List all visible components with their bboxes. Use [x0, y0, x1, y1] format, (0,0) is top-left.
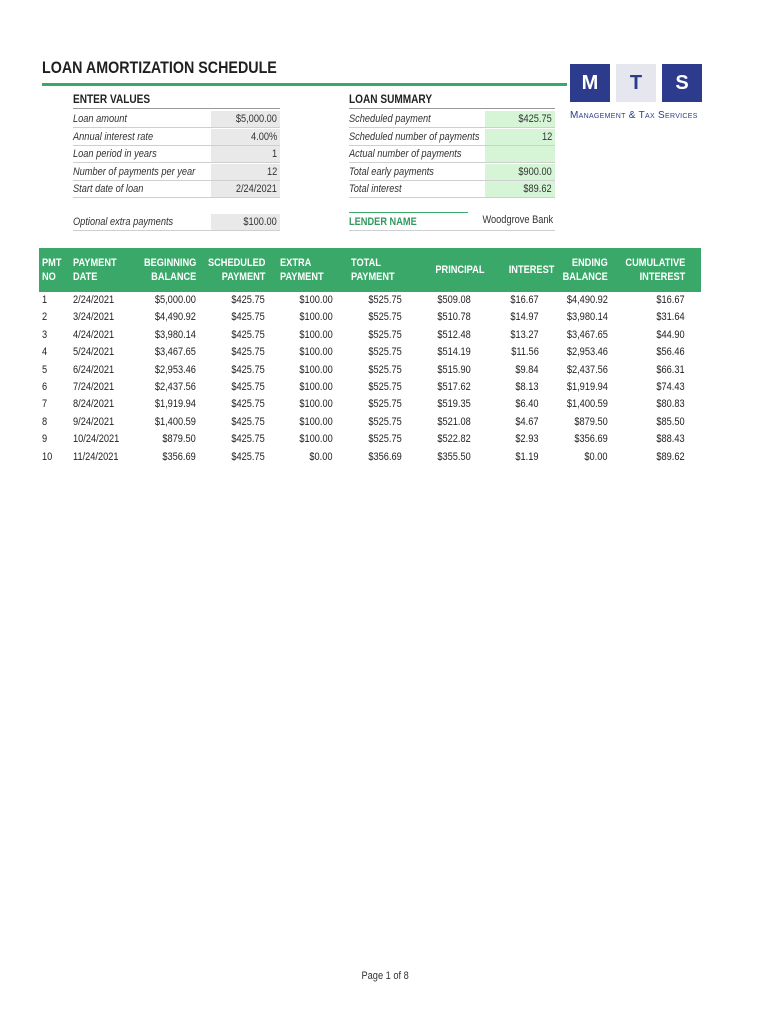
loan-summary-row	[349, 111, 555, 128]
loan-summary-row	[349, 129, 555, 146]
table-row	[39, 292, 701, 309]
scheduled-payment-cell: $425.75	[231, 346, 265, 359]
extra-payment-cell: $100.00	[299, 328, 333, 341]
interest-cell: $14.97	[510, 311, 539, 324]
field-value-input[interactable]: $5,000.00	[211, 111, 280, 128]
total-payment-cell: $525.75	[368, 433, 402, 446]
ending-balance-cell: $3,980.14	[566, 311, 608, 324]
pmt-no-cell: 4	[42, 346, 48, 359]
ending-balance-cell: $0.00	[584, 450, 608, 463]
enter-values-rule	[73, 108, 280, 109]
pmt-no-cell: 1	[42, 294, 48, 306]
pmt-no-cell: 2	[42, 311, 48, 324]
logo-letter-m: M	[570, 64, 610, 102]
ending-balance-cell: $356.69	[574, 433, 608, 446]
interest-cell: $16.67	[510, 294, 539, 306]
payment-date-cell: 5/24/2021	[73, 346, 115, 359]
field-label: Start date of loan	[73, 183, 144, 195]
pmt-no-cell: 5	[42, 363, 48, 376]
cumulative-interest-cell: $89.62	[656, 450, 685, 463]
ending-balance-cell: $1,400.59	[566, 398, 608, 411]
summary-value: $89.62	[485, 181, 555, 198]
principal-cell: $521.08	[437, 415, 471, 428]
scheduled-payment-cell: $425.75	[231, 294, 265, 306]
table-row	[39, 431, 701, 448]
scheduled-payment-cell: $425.75	[231, 363, 265, 376]
header-extra-payment: EXTRA PAYMENT	[280, 257, 324, 283]
scheduled-payment-cell: $425.75	[231, 398, 265, 411]
total-payment-cell: $525.75	[368, 328, 402, 341]
beginning-balance-cell: $2,437.56	[154, 381, 196, 393]
enter-values-row	[73, 164, 280, 181]
pmt-no-cell: 10	[42, 450, 53, 463]
interest-cell: $8.13	[515, 381, 539, 393]
principal-cell: $355.50	[437, 450, 471, 463]
cumulative-interest-cell: $88.43	[656, 433, 685, 446]
lender-name-label: LENDER NAME	[349, 216, 417, 228]
ending-balance-cell: $879.50	[574, 415, 608, 428]
beginning-balance-cell: $356.69	[162, 450, 196, 463]
summary-value: 12	[485, 129, 555, 146]
header-cumulative-interest: CUMULATIVE INTEREST	[625, 257, 685, 283]
enter-values-row	[73, 111, 280, 128]
header-interest: INTEREST	[508, 264, 554, 276]
schedule-table-header	[39, 248, 701, 292]
beginning-balance-cell: $2,953.46	[154, 363, 196, 376]
enter-values-heading: ENTER VALUES	[73, 92, 151, 106]
summary-label: Scheduled number of payments	[349, 130, 480, 143]
company-logo	[570, 64, 702, 102]
row-divider	[349, 230, 555, 231]
beginning-balance-cell: $3,980.14	[154, 328, 196, 341]
row-divider	[349, 197, 555, 198]
principal-cell: $510.78	[437, 311, 471, 324]
principal-cell: $514.19	[437, 346, 471, 359]
field-value-input[interactable]: 12	[211, 164, 280, 181]
table-row	[39, 362, 701, 379]
lender-rule	[349, 212, 468, 213]
total-payment-cell: $525.75	[368, 381, 402, 393]
principal-cell: $522.82	[437, 433, 471, 446]
table-row	[39, 449, 701, 466]
header-beginning-balance: BEGINNING BALANCE	[143, 257, 196, 283]
beginning-balance-cell: $4,490.92	[154, 311, 196, 324]
scheduled-payment-cell: $425.75	[231, 433, 265, 446]
table-row	[39, 414, 701, 431]
payment-date-cell: 6/24/2021	[73, 363, 115, 376]
optional-extra-payments-label: Optional extra payments	[73, 216, 174, 228]
beginning-balance-cell: $1,400.59	[154, 415, 196, 428]
ending-balance-cell: $2,953.46	[566, 346, 608, 359]
cumulative-interest-cell: $31.64	[656, 311, 685, 324]
beginning-balance-cell: $1,919.94	[154, 398, 196, 411]
extra-payment-cell: $100.00	[299, 311, 333, 324]
principal-cell: $515.90	[437, 363, 471, 376]
total-payment-cell: $356.69	[368, 450, 402, 463]
pmt-no-cell: 8	[42, 415, 48, 428]
payment-date-cell: 2/24/2021	[73, 294, 115, 306]
extra-payment-cell: $100.00	[299, 363, 333, 376]
row-divider	[73, 230, 280, 231]
table-row	[39, 327, 701, 344]
beginning-balance-cell: $3,467.65	[154, 346, 196, 359]
header-ending-balance: ENDING BALANCE	[562, 257, 608, 283]
total-payment-cell: $525.75	[368, 311, 402, 324]
header-total-payment: TOTAL PAYMENT	[351, 257, 395, 283]
field-label: Number of payments per year	[73, 165, 196, 178]
payment-date-cell: 3/24/2021	[73, 311, 115, 324]
field-value-input[interactable]: 4.00%	[211, 129, 280, 146]
interest-cell: $2.93	[515, 433, 539, 446]
extra-payment-cell: $100.00	[299, 381, 333, 393]
summary-label: Total interest	[349, 183, 402, 195]
logo-letter-s: S	[662, 64, 702, 102]
row-divider	[73, 197, 280, 198]
extra-payment-cell: $0.00	[309, 450, 333, 463]
cumulative-interest-cell: $56.46	[656, 346, 685, 359]
ending-balance-cell: $2,437.56	[566, 363, 608, 376]
header-payment-date: PAYMENT DATE	[73, 257, 117, 283]
total-payment-cell: $525.75	[368, 346, 402, 359]
extra-payment-cell: $100.00	[299, 433, 333, 446]
ending-balance-cell: $1,919.94	[566, 381, 608, 393]
total-payment-cell: $525.75	[368, 294, 402, 306]
field-label: Loan amount	[73, 113, 127, 125]
pmt-no-cell: 9	[42, 433, 48, 446]
principal-cell: $519.35	[437, 398, 471, 411]
summary-label: Total early payments	[349, 165, 434, 178]
payment-date-cell: 8/24/2021	[73, 398, 115, 411]
interest-cell: $6.40	[515, 398, 539, 411]
scheduled-payment-cell: $425.75	[231, 311, 265, 324]
interest-cell: $9.84	[515, 363, 539, 376]
scheduled-payment-cell: $425.75	[231, 328, 265, 341]
scheduled-payment-cell: $425.75	[231, 450, 265, 463]
summary-value: $425.75	[485, 111, 555, 128]
enter-values-row	[73, 146, 280, 163]
cumulative-interest-cell: $80.83	[656, 398, 685, 411]
principal-cell: $517.62	[437, 381, 471, 393]
field-value-input[interactable]: 1	[211, 146, 280, 163]
cumulative-interest-cell: $85.50	[656, 415, 685, 428]
principal-cell: $512.48	[437, 328, 471, 341]
beginning-balance-cell: $879.50	[162, 433, 196, 446]
total-payment-cell: $525.75	[368, 363, 402, 376]
loan-summary-row	[349, 146, 555, 163]
interest-cell: $4.67	[515, 415, 539, 428]
ending-balance-cell: $4,490.92	[566, 294, 608, 306]
field-value-input[interactable]: 2/24/2021	[211, 181, 280, 198]
interest-cell: $13.27	[510, 328, 539, 341]
loan-summary-row	[349, 164, 555, 181]
table-row	[39, 379, 701, 396]
logo-letter-t: T	[616, 64, 656, 102]
summary-label: Scheduled payment	[349, 113, 431, 125]
page-title: LOAN AMORTIZATION SCHEDULE	[42, 58, 277, 77]
title-rule	[42, 83, 567, 86]
pmt-no-cell: 3	[42, 328, 48, 341]
summary-value	[485, 146, 555, 163]
scheduled-payment-cell: $425.75	[231, 415, 265, 428]
field-label: Annual interest rate	[73, 130, 154, 143]
header-scheduled-payment: SCHEDULED PAYMENT	[207, 257, 265, 283]
header-pmt-no: PMT NO	[42, 257, 62, 283]
summary-label: Actual number of payments	[349, 148, 462, 160]
interest-cell: $1.19	[515, 450, 539, 463]
optional-extra-payments-row	[73, 214, 280, 231]
optional-extra-payments-value[interactable]: $100.00	[211, 214, 280, 231]
interest-cell: $11.56	[511, 346, 539, 359]
payment-date-cell: 4/24/2021	[73, 328, 115, 341]
cumulative-interest-cell: $74.43	[656, 381, 685, 393]
payment-date-cell: 7/24/2021	[73, 381, 115, 393]
ending-balance-cell: $3,467.65	[566, 328, 608, 341]
extra-payment-cell: $100.00	[299, 294, 333, 306]
table-row	[39, 396, 701, 413]
extra-payment-cell: $100.00	[299, 415, 333, 428]
payment-date-cell: 11/24/2021	[73, 450, 119, 463]
total-payment-cell: $525.75	[368, 398, 402, 411]
loan-summary-row	[349, 181, 555, 198]
enter-values-row	[73, 181, 280, 198]
extra-payment-cell: $100.00	[299, 346, 333, 359]
total-payment-cell: $525.75	[368, 415, 402, 428]
loan-summary-heading: LOAN SUMMARY	[349, 92, 433, 106]
cumulative-interest-cell: $16.67	[656, 294, 685, 306]
payment-date-cell: 9/24/2021	[73, 415, 115, 428]
table-row	[39, 309, 701, 326]
cumulative-interest-cell: $66.31	[656, 363, 685, 376]
payment-date-cell: 10/24/2021	[73, 433, 120, 446]
header-principal: PRINCIPAL	[434, 264, 484, 276]
principal-cell: $509.08	[437, 294, 471, 306]
beginning-balance-cell: $5,000.00	[154, 294, 196, 306]
enter-values-row	[73, 129, 280, 146]
scheduled-payment-cell: $425.75	[231, 381, 265, 393]
cumulative-interest-cell: $44.90	[656, 328, 685, 341]
pmt-no-cell: 6	[42, 381, 48, 393]
table-row	[39, 344, 701, 361]
field-label: Loan period in years	[73, 148, 157, 160]
logo-tagline: Management & Tax Services	[570, 110, 698, 121]
pmt-no-cell: 7	[42, 398, 48, 411]
summary-value: $900.00	[485, 164, 555, 181]
page-number: Page 1 of 8	[361, 970, 409, 982]
extra-payment-cell: $100.00	[299, 398, 333, 411]
loan-summary-rule	[349, 108, 555, 109]
